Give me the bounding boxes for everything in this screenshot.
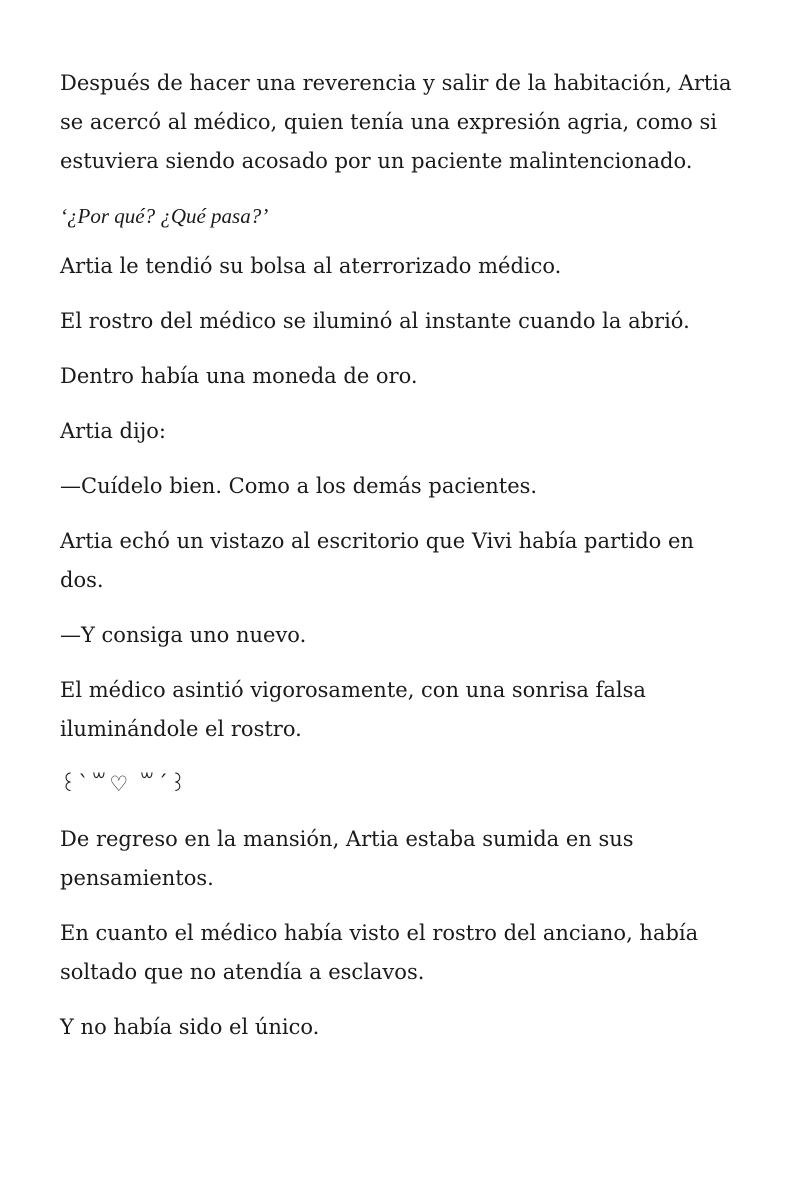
paragraph-face-lit: El rostro del médico se iluminó al instante cuando la abrió.: [60, 309, 690, 333]
paragraph-mansion: De regreso en la mansión, Artia estaba sumida en sus pensamientos.: [60, 827, 634, 890]
paragraph-not-only-one: Y no había sido el único.: [60, 1015, 320, 1039]
paragraph-after-bow: Después de hacer una reverencia y salir de la habitación, Artia se acercó al médico, quien tenía una expresión agria, como si estuviera siendo acosado por un paciente malintencionado.: [60, 71, 732, 173]
paragraph-bag: Artia le tendió su bolsa al aterrorizado médico.: [60, 254, 562, 278]
scene-separator: ꒰`꒳♡ ꒳´꒱: [60, 772, 189, 796]
paragraph-doctor-nod: El médico asintió vigorosamente, con una sonrisa falsa iluminándole el rostro.: [60, 678, 646, 741]
paragraph-dialogue-care: —Cuídelo bien. Como a los demás pacientes.: [60, 474, 538, 498]
paragraph-dialogue-new: —Y consiga uno nuevo.: [60, 623, 307, 647]
paragraph-slaves: En cuanto el médico había visto el rostro del anciano, había soltado que no atendía a esclavos.: [60, 921, 699, 984]
paragraph-thought: ‘¿Por qué? ¿Qué pasa?’: [60, 204, 269, 228]
paragraph-desk: Artia echó un vistazo al escritorio que Vivi había partido en dos.: [60, 529, 694, 592]
paragraph-artia-said: Artia dijo:: [60, 419, 166, 443]
paragraph-gold-coin: Dentro había una moneda de oro.: [60, 364, 418, 388]
